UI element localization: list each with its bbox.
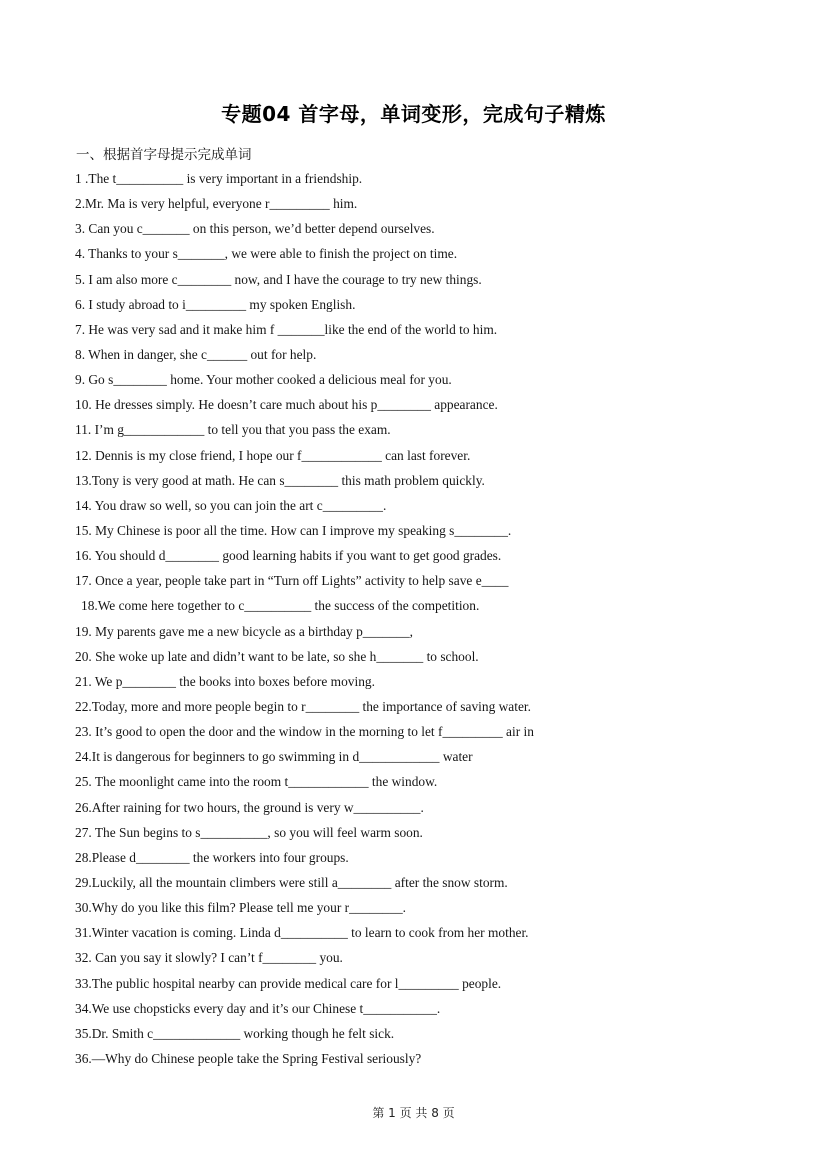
exercise-item: 24.It is dangerous for beginners to go swimming in d____________ water xyxy=(75,749,473,765)
exercise-item: 4. Thanks to your s_______, we were able to finish the project on time. xyxy=(75,246,458,262)
exercise-item: 34.We use chopsticks every day and it’s our Chinese t___________. xyxy=(75,1000,441,1016)
exercise-item: 29.Luckily, all the mountain climbers were still a________ after the snow storm. xyxy=(75,874,508,890)
exercise-item: 11. I’m g____________ to tell you that you pass the exam. xyxy=(75,422,391,438)
exercise-item: 35.Dr. Smith c_____________ working though he felt sick. xyxy=(75,1025,395,1041)
exercise-item: 19. My parents gave me a new bicycle as a birthday p_______, xyxy=(75,623,414,639)
exercise-list xyxy=(75,170,595,1075)
exercise-item: 14. You draw so well, so you can join the art c_________. xyxy=(75,497,387,513)
page-footer: 第 1 页 共 8 页 xyxy=(372,1106,455,1120)
exercise-item: 3. Can you c_______ on this person, we’d better depend ourselves. xyxy=(75,221,435,237)
exercise-item: 23. It’s good to open the door and the window in the morning to let f_________ air in xyxy=(75,724,534,740)
exercise-item: 25. The moonlight came into the room t____________ the window. xyxy=(75,774,438,790)
exercise-item: 5. I am also more c________ now, and I have the courage to try new things. xyxy=(75,271,482,287)
exercise-item: 20. She woke up late and didn’t want to be late, so she h_______ to school. xyxy=(75,648,479,664)
page-title: 专题04 首字母，单词变形，完成句子精炼 xyxy=(221,102,606,126)
exercise-item: 21. We p________ the books into boxes before moving. xyxy=(75,673,375,689)
exercise-item: 27. The Sun begins to s__________, so you will feel warm soon. xyxy=(75,824,423,840)
section-heading: 一、根据首字母提示完成单词 xyxy=(76,147,252,163)
exercise-item: 28.Please d________ the workers into four groups. xyxy=(75,849,349,865)
exercise-item: 31.Winter vacation is coming. Linda d__________ to learn to cook from her mother. xyxy=(75,925,529,941)
exercise-item: 26.After raining for two hours, the ground is very w__________. xyxy=(75,799,424,815)
exercise-item: 1 .The t__________ is very important in a friendship. xyxy=(75,171,363,186)
exercise-item: 33.The public hospital nearby can provide medical care for l_________ people. xyxy=(75,975,502,991)
exercise-item: 30.Why do you like this film? Please tell me your r________. xyxy=(75,900,406,916)
exercise-item: 9. Go s________ home. Your mother cooked a delicious meal for you. xyxy=(75,372,452,388)
exercise-item: 16. You should d________ good learning habits if you want to get good grades. xyxy=(75,548,502,564)
exercise-item: 13.Tony is very good at math. He can s________ this math problem quickly. xyxy=(75,472,485,488)
exercise-item: 15. My Chinese is poor all the time. How can I improve my speaking s________. xyxy=(75,522,512,538)
exercise-item: 32. Can you say it slowly? I can’t f________ you. xyxy=(75,950,343,966)
exercise-item: 36.—Why do Chinese people take the Spring Festival seriously? xyxy=(75,1050,422,1066)
exercise-item: 7. He was very sad and it make him f _______like the end of the world to him. xyxy=(75,321,498,337)
exercise-item: 8. When in danger, she c______ out for help. xyxy=(75,346,317,362)
exercise-item: 22.Today, more and more people begin to r________ the importance of saving water. xyxy=(75,698,531,714)
exercise-item: 2.Mr. Ma is very helpful, everyone r_________ him. xyxy=(75,196,358,212)
exercise-item: 17. Once a year, people take part in “Turn off Lights” activity to help save e____ xyxy=(75,573,509,589)
exercise-item: 12. Dennis is my close friend, I hope our f____________ can last forever. xyxy=(75,447,471,463)
exercise-item: 10. He dresses simply. He doesn’t care much about his p________ appearance. xyxy=(75,397,498,413)
exercise-item: 18.We come here together to c__________ the success of the competition. xyxy=(81,598,480,614)
exercise-item: 6. I study abroad to i_________ my spoken English. xyxy=(75,296,356,312)
